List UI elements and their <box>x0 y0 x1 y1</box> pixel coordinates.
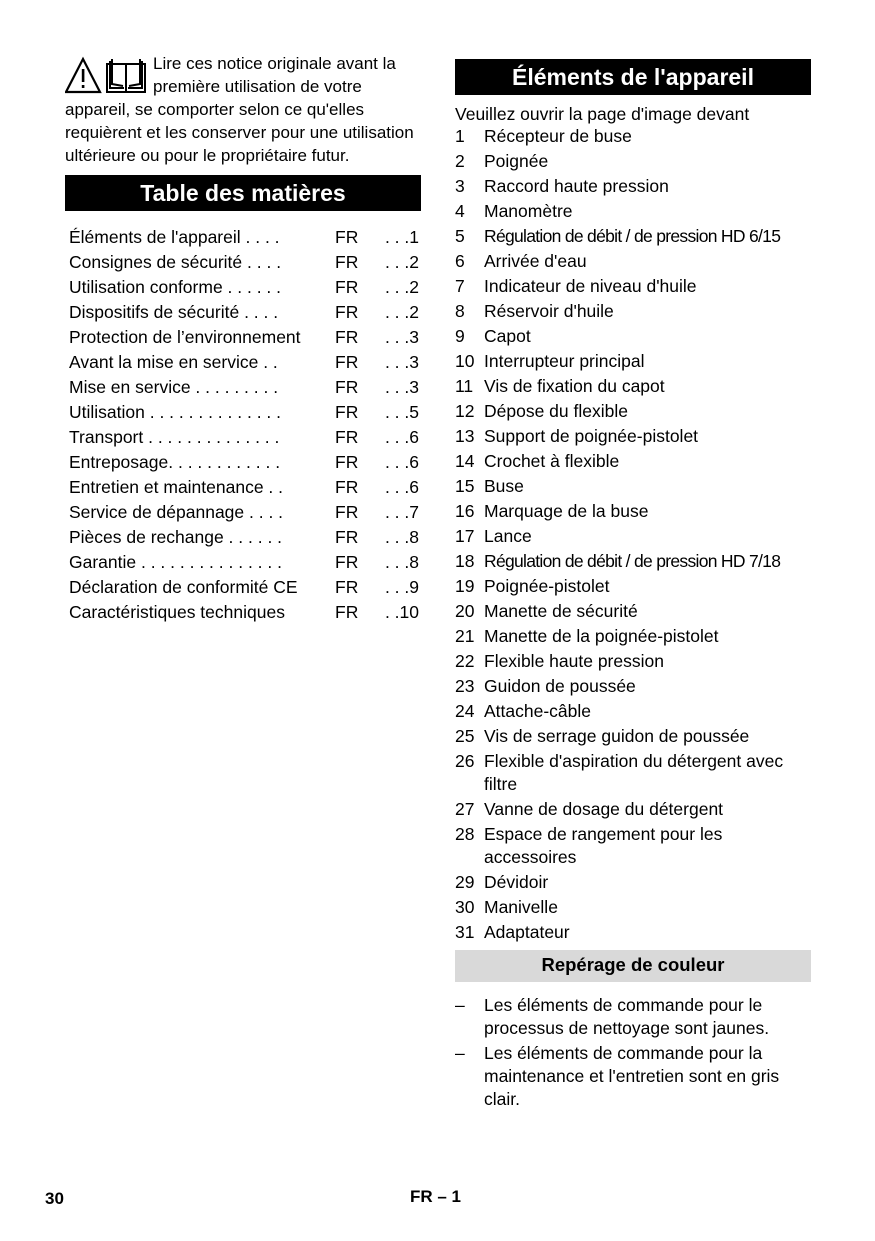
toc-entry-lang: FR <box>335 427 359 447</box>
element-label: Manomètre <box>484 201 573 221</box>
element-item <box>455 325 811 348</box>
toc-entry-page: . . .8 <box>384 552 419 572</box>
element-number: 12 <box>455 401 475 421</box>
bullet-dash: – <box>455 1043 465 1063</box>
element-number: 10 <box>455 351 475 371</box>
element-item <box>455 525 811 548</box>
element-number: 14 <box>455 451 475 471</box>
element-label: Guidon de poussée <box>484 676 636 696</box>
toc-row <box>65 325 421 350</box>
element-item <box>455 575 811 598</box>
element-label: Lance <box>484 526 532 546</box>
toc-entry-page: . . .3 <box>384 377 419 397</box>
element-item <box>455 425 811 448</box>
left-column <box>65 52 421 625</box>
element-item <box>455 896 811 919</box>
element-label: Interrupteur principal <box>484 351 645 371</box>
element-item <box>455 125 811 148</box>
toc-entry-title: Mise en service . . . . . . . . . <box>69 377 279 397</box>
element-number: 13 <box>455 426 475 446</box>
toc-row <box>65 425 421 450</box>
toc-row <box>65 475 421 500</box>
element-number: 22 <box>455 651 475 671</box>
toc-row <box>65 250 421 275</box>
element-label: Vanne de dosage du détergent <box>484 799 724 819</box>
element-number: 3 <box>455 176 465 196</box>
element-label: Flexible d'aspiration du détergent avec filtre <box>484 751 784 794</box>
toc-row <box>65 500 421 525</box>
color-coding-heading: Repérage de couleur <box>455 950 811 982</box>
toc-row <box>65 600 421 625</box>
right-column <box>455 59 811 1113</box>
warning-book-icon <box>65 56 149 96</box>
toc-entry-lang: FR <box>335 577 359 597</box>
element-label: Crochet à flexible <box>484 451 620 471</box>
toc-entry-lang: FR <box>335 302 359 322</box>
element-number: 4 <box>455 201 465 221</box>
section-page-code: FR – 1 <box>410 1187 462 1206</box>
element-number: 16 <box>455 501 475 521</box>
color-coding-text: Les éléments de commande pour le processus de nettoyage sont jaunes. <box>484 995 770 1038</box>
element-item <box>455 450 811 473</box>
element-item <box>455 625 811 648</box>
element-label: Espace de rangement pour les accessoires <box>484 824 723 867</box>
element-number: 31 <box>455 922 475 942</box>
element-number: 7 <box>455 276 465 296</box>
element-number: 26 <box>455 751 475 771</box>
element-item <box>455 375 811 398</box>
toc-entry-title: Dispositifs de sécurité . . . . <box>69 302 279 322</box>
warning-triangle-icon <box>66 59 100 92</box>
toc-entry-title: Utilisation . . . . . . . . . . . . . . <box>69 402 281 422</box>
toc-entry-title: Utilisation conforme . . . . . . <box>69 277 282 297</box>
element-item <box>455 300 811 323</box>
toc-entry-lang: FR <box>335 227 359 247</box>
element-item <box>455 823 811 869</box>
element-label: Adaptateur <box>484 922 570 942</box>
toc-entry-page: . . .6 <box>384 452 419 472</box>
element-number: 30 <box>455 897 475 917</box>
toc-row <box>65 300 421 325</box>
elements-heading: Éléments de l'appareil <box>455 59 811 95</box>
toc-entry-title: Transport . . . . . . . . . . . . . . <box>69 427 280 447</box>
element-label: Indicateur de niveau d'huile <box>484 276 697 296</box>
element-number: 24 <box>455 701 475 721</box>
toc-entry-page: . . .3 <box>384 352 419 372</box>
toc-row <box>65 525 421 550</box>
element-label: Marquage de la buse <box>484 501 649 521</box>
toc-entry-page: . . .6 <box>384 427 419 447</box>
element-number: 23 <box>455 676 475 696</box>
toc-entry-page: . . .3 <box>384 327 419 347</box>
toc-entry-lang: FR <box>335 252 359 272</box>
element-label: Vis de serrage guidon de poussée <box>484 726 750 746</box>
element-label: Vis de fixation du capot <box>484 376 665 396</box>
element-number: 27 <box>455 799 475 819</box>
toc-entry-lang: FR <box>335 602 359 622</box>
element-label: Buse <box>484 476 524 496</box>
toc-entry-lang: FR <box>335 477 359 497</box>
element-item <box>455 150 811 173</box>
element-number: 15 <box>455 476 475 496</box>
element-label: Capot <box>484 326 531 346</box>
toc-entry-title: Entreposage. . . . . . . . . . . . <box>69 452 281 472</box>
color-coding-text: Les éléments de commande pour la maintenance et l'entretien sont en gris clair. <box>484 1043 780 1109</box>
color-coding-item <box>455 994 811 1040</box>
element-item <box>455 400 811 423</box>
toc-row <box>65 450 421 475</box>
element-label: Attache-câble <box>484 701 592 721</box>
element-number: 25 <box>455 726 475 746</box>
element-label: Support de poignée-pistolet <box>484 426 699 446</box>
toc-entry-lang: FR <box>335 277 359 297</box>
element-number: 17 <box>455 526 475 546</box>
element-item <box>455 921 811 944</box>
element-item <box>455 725 811 748</box>
element-number: 18 <box>455 551 475 571</box>
element-item <box>455 798 811 821</box>
toc-entry-page: . . .7 <box>384 502 419 522</box>
element-item <box>455 500 811 523</box>
toc-row <box>65 575 421 600</box>
toc-row <box>65 225 421 250</box>
toc-entry-title: Entretien et maintenance . . <box>69 477 284 497</box>
element-number: 19 <box>455 576 475 596</box>
intro-notice <box>65 52 421 167</box>
intro-text: Lire ces notice originale avant la première utilisation de votre appareil, se comporter selon ce qu'elles requièrent et les conserver pour une utilisation ultérieure ou pour le propriétaire futur. <box>65 54 414 165</box>
toc-row <box>65 550 421 575</box>
toc-entry-title: Éléments de l'appareil . . . . <box>69 227 280 247</box>
element-item <box>455 550 811 573</box>
element-item <box>455 275 811 298</box>
element-label: Arrivée d'eau <box>484 251 587 271</box>
toc-entry-page: . . .9 <box>384 577 419 597</box>
element-label: Flexible haute pression <box>484 651 664 671</box>
toc-entry-lang: FR <box>335 352 359 372</box>
element-number: 6 <box>455 251 465 271</box>
element-number: 21 <box>455 626 475 646</box>
toc-entry-title: Consignes de sécurité . . . . <box>69 252 282 272</box>
toc-entry-title: Pièces de rechange . . . . . . <box>69 527 283 547</box>
element-item <box>455 175 811 198</box>
element-number: 28 <box>455 824 475 844</box>
element-label: Régulation de débit / de pression HD 6/15 <box>484 226 781 246</box>
element-label: Dépose du flexible <box>484 401 628 421</box>
toc-entry-title: Protection de l’environnement <box>69 327 301 347</box>
element-item <box>455 250 811 273</box>
element-label: Dévidoir <box>484 872 549 892</box>
toc-entry-title: Garantie . . . . . . . . . . . . . . . <box>69 552 282 572</box>
toc-entry-lang: FR <box>335 327 359 347</box>
element-label: Manette de la poignée-pistolet <box>484 626 719 646</box>
toc-entry-page: . . .2 <box>384 277 419 297</box>
toc-entry-page: . .10 <box>384 602 419 622</box>
toc-entry-lang: FR <box>335 402 359 422</box>
toc-entry-page: . . .5 <box>384 402 419 422</box>
element-item <box>455 475 811 498</box>
element-number: 20 <box>455 601 475 621</box>
color-coding-item <box>455 1042 811 1111</box>
element-number: 2 <box>455 151 465 171</box>
toc-heading: Table des matières <box>65 175 421 211</box>
toc-entry-title: Service de dépannage . . . . <box>69 502 284 522</box>
toc-entry-page: . . .2 <box>384 252 419 272</box>
toc-entry-page: . . .1 <box>384 227 419 247</box>
element-item <box>455 225 811 248</box>
toc-entry-page: . . .8 <box>384 527 419 547</box>
element-item <box>455 600 811 623</box>
element-item <box>455 750 811 796</box>
element-label: Manivelle <box>484 897 558 917</box>
color-coding-list <box>455 994 811 1111</box>
open-book-icon <box>107 59 145 92</box>
page-number: 30 <box>45 1189 64 1208</box>
element-number: 1 <box>455 126 465 146</box>
element-label: Poignée <box>484 151 549 171</box>
element-label: Récepteur de buse <box>484 126 632 146</box>
toc-row <box>65 275 421 300</box>
toc-entry-lang: FR <box>335 452 359 472</box>
element-label: Régulation de débit / de pression HD 7/18 <box>484 551 781 571</box>
element-label: Raccord haute pression <box>484 176 669 196</box>
toc-entry-lang: FR <box>335 377 359 397</box>
elements-intro: Veuillez ouvrir la page d'image devant <box>455 104 750 124</box>
element-label: Poignée-pistolet <box>484 576 610 596</box>
toc-row <box>65 375 421 400</box>
element-item <box>455 350 811 373</box>
element-number: 8 <box>455 301 465 321</box>
toc-entry-title: Caractéristiques techniques <box>69 602 285 622</box>
element-number: 29 <box>455 872 475 892</box>
element-label: Manette de sécurité <box>484 601 638 621</box>
element-item <box>455 871 811 894</box>
element-item <box>455 200 811 223</box>
bullet-dash: – <box>455 995 465 1015</box>
toc-row <box>65 350 421 375</box>
element-item <box>455 700 811 723</box>
toc-row <box>65 400 421 425</box>
elements-list <box>455 125 811 944</box>
toc-entry-lang: FR <box>335 527 359 547</box>
element-number: 5 <box>455 226 465 246</box>
element-label: Réservoir d'huile <box>484 301 614 321</box>
toc-entry-title: Déclaration de conformité CE <box>69 577 298 597</box>
toc-entry-page: . . .2 <box>384 302 419 322</box>
element-item <box>455 650 811 673</box>
toc-entry-page: . . .6 <box>384 477 419 497</box>
toc-entry-lang: FR <box>335 502 359 522</box>
element-item <box>455 675 811 698</box>
toc-entry-title: Avant la mise en service . . <box>69 352 278 372</box>
table-of-contents <box>65 225 421 625</box>
element-number: 11 <box>455 376 474 396</box>
toc-entry-lang: FR <box>335 552 359 572</box>
element-number: 9 <box>455 326 465 346</box>
